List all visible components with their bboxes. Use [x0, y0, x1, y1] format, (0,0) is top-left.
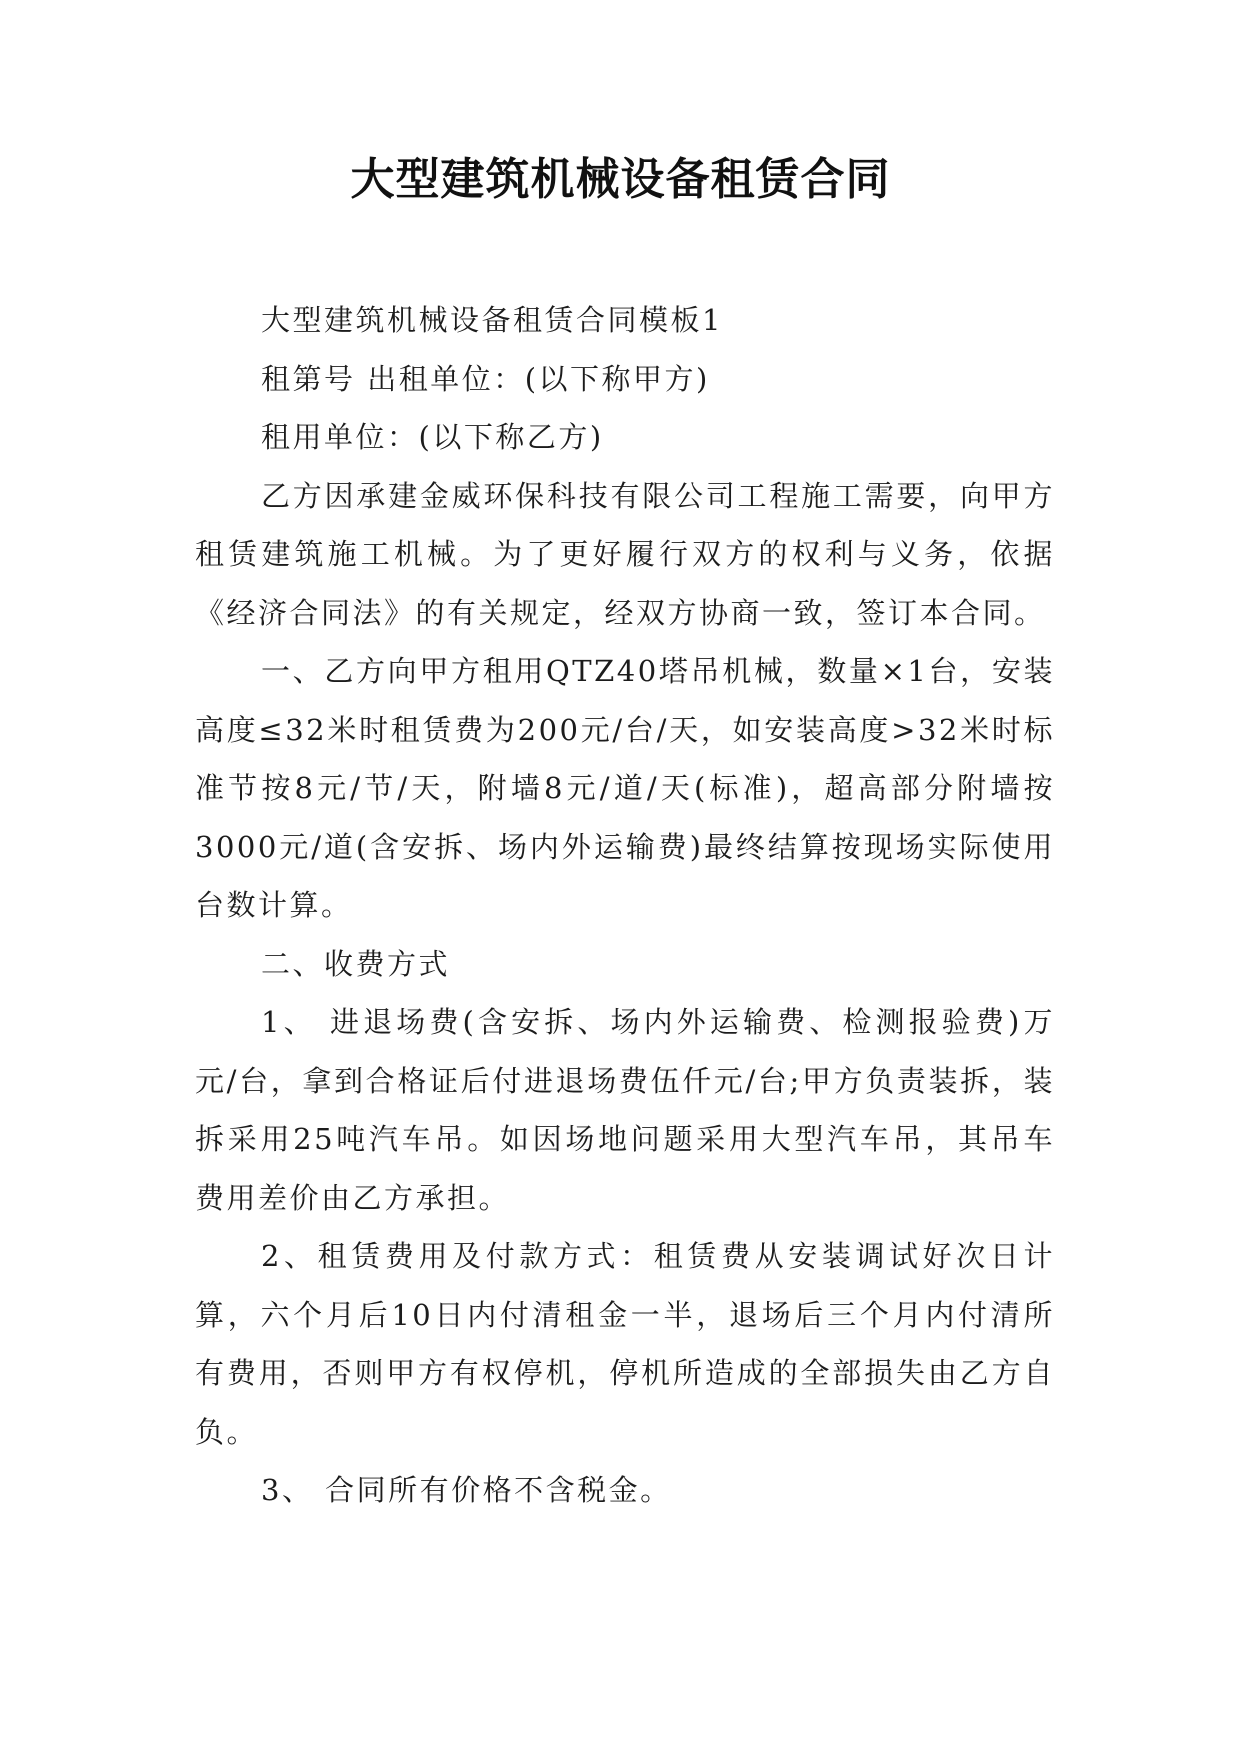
preamble-paragraph: 乙方因承建金威环保科技有限公司工程施工需要，向甲方租赁建筑施工机械。为了更好履行双方的权利与义务，依据《经济合同法》的有关规定，经双方协商一致，签订本合同。: [195, 478, 1055, 630]
clause-2-item-2: 2、租赁费用及付款方式：租赁费从安装调试好次日计算，六个月后10日内付清租金一半，退场后三个月内付清所有费用，否则甲方有权停机，停机所造成的全部损失由乙方自负。: [195, 1239, 1055, 1449]
clause-1-paragraph: 一、乙方向甲方租用QTZ40塔吊机械，数量×1台，安装高度≤32米时租赁费为200元/台/天，如安装高度>32米时标准节按8元/节/天，附墙8元/道/天(标准)，超高部分附墙按3000元/道(含安拆、场内外运输费)最终结算按现场实际使用台数计算。: [195, 654, 1055, 922]
document-title: 大型建筑机械设备租赁合同: [350, 154, 891, 205]
document-body: [195, 291, 1055, 1520]
clause-2-heading: 二、收费方式: [261, 946, 451, 981]
lessee-line: 租用单位：(以下称乙方): [261, 420, 604, 454]
clause-2-item-3: 3、 合同所有价格不含税金。: [261, 1473, 672, 1507]
clause-2-item-1: 1、 进退场费(含安拆、场内外运输费、检测报验费)万元/台，拿到合格证后付进退场费伍仟元/台;甲方负责装拆，装拆采用25吨汽车吊。如因场地问题采用大型汽车吊，其吊车费用差价由乙方承担。: [195, 1005, 1055, 1215]
template-heading: 大型建筑机械设备租赁合同模板1: [261, 303, 723, 337]
lessor-line: 租第号 出租单位：(以下称甲方): [261, 361, 710, 396]
